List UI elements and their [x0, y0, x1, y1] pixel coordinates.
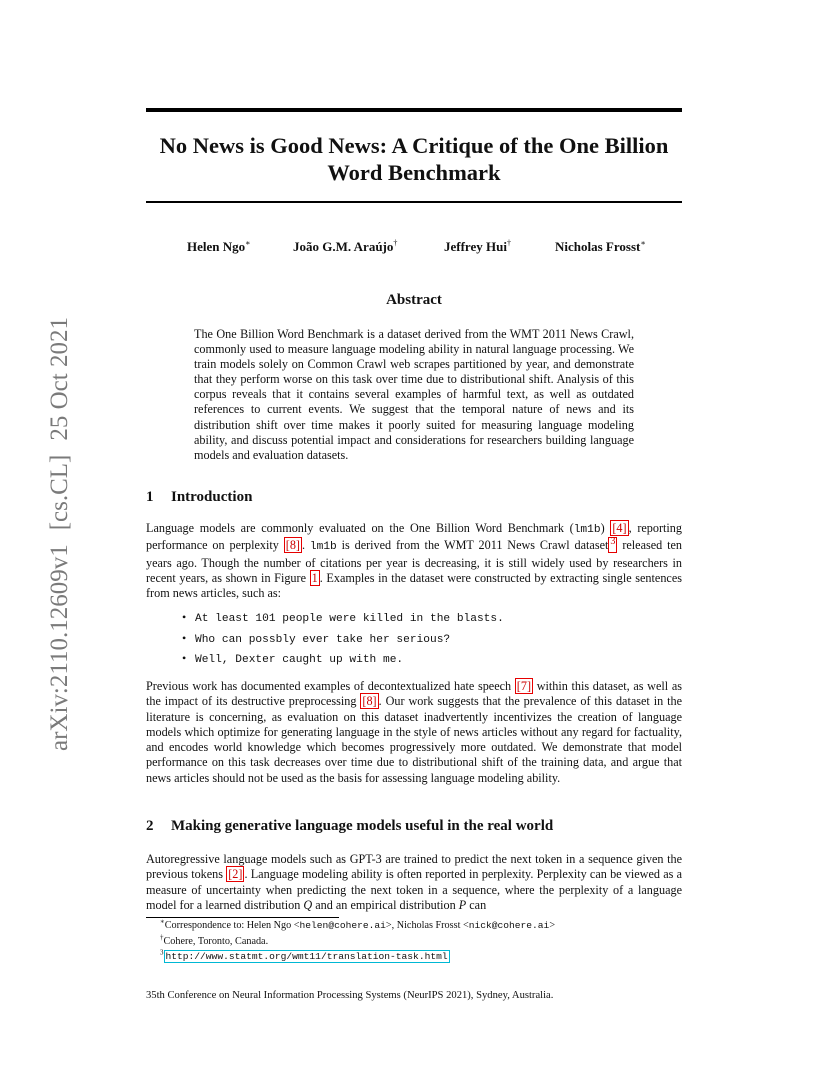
author-affil-mark: † — [506, 238, 511, 248]
math-symbol: Q — [303, 897, 313, 912]
section-2-heading — [146, 818, 553, 835]
author-name: João G.M. Araújo — [293, 239, 394, 254]
section-title: Introduction — [171, 489, 253, 505]
arxiv-sidebar-stamp — [46, 303, 74, 751]
citation-link[interactable]: [2] — [228, 867, 243, 882]
arxiv-date: 25 Oct 2021 — [46, 317, 73, 441]
author-4 — [555, 239, 646, 255]
section-2-paragraph-1: Autoregressive language models such as GPT-3 are trained to predict the next token in a sequence given the previous tokens [2] . Language modeling ability is often reported in perplexity. Perplexity can be viewed as a measure of uncertainty when predicting the next token in a sequence, where the perplexity of a language model for a learned distribution Q and an empirical distribution P can — [146, 852, 682, 912]
math-symbol: P — [458, 897, 467, 912]
code-lm1b: lm1b — [309, 541, 337, 554]
list-item: • Who can possbly ever take her serious? — [182, 630, 451, 646]
section-1-heading — [146, 489, 252, 506]
example-sentence-list — [182, 609, 504, 671]
footnote-url-link[interactable]: http://www.statmt.org/wmt11/translation-task.html — [165, 951, 448, 962]
title-bottom-rule — [146, 201, 682, 203]
code-lm1b: lm1b — [573, 524, 601, 536]
author-1 — [187, 239, 251, 255]
abstract-text: The One Billion Word Benchmark is a dataset derived from the WMT 2011 News Crawl, commonly used to measure language modeling ability in natural language processing. We train models solely on Common Crawl web scrapes partitioned by year, and demonstrate that they perform worse on this task over time due to distributional shift. Analysis of this corpus reveals that it contains several examples of harmful text, as well as outdated references to current events. We suggest that the temporal nature of news and its distribution shift over time makes it poorly suited for measuring language modeling ability, and discuss potential impact and considerations for researchers building language models and evaluation datasets. — [194, 327, 634, 462]
section-number: 2 — [146, 818, 154, 834]
footnote-2: †Cohere, Toronto, Canada. — [160, 933, 269, 947]
arxiv-category: [cs.CL] — [46, 454, 73, 531]
section-title: Making generative language models useful in the real world — [171, 818, 554, 834]
author-2 — [293, 239, 397, 255]
abstract-heading: Abstract — [386, 292, 442, 308]
email-helen: helen@cohere.ai — [299, 920, 386, 931]
venue-note: 35th Conference on Neural Information Processing Systems (NeurIPS 2021), Sydney, Australia. — [146, 990, 554, 1001]
figure-link[interactable]: 1 — [311, 570, 318, 585]
title-top-rule — [146, 108, 682, 112]
footnote-1: ∗Correspondence to: Helen Ngo <helen@cohere.ai>, Nicholas Frosst <nick@cohere.ai> — [160, 917, 556, 931]
author-name: Jeffrey Hui — [444, 239, 507, 254]
footnote-link[interactable]: 3 — [608, 537, 617, 553]
citation-link[interactable]: [8] — [362, 694, 377, 709]
citation-link[interactable]: [4] — [612, 521, 627, 535]
citation-link[interactable]: [8] — [285, 538, 300, 553]
arxiv-id: arXiv:2110.12609v1 — [46, 544, 73, 751]
author-affil-mark: ∗ — [640, 238, 646, 248]
footnote-rule — [146, 917, 339, 918]
list-item: • At least 101 people were killed in the blasts. — [182, 610, 504, 625]
author-affil-mark: ∗ — [245, 238, 251, 248]
intro-paragraph-1: Language models are commonly evaluated on the One Billion Word Benchmark (lm1b) [4] , reporting performance on perplexity [8] . lm1b is derived from the WMT 2011 News Crawl dataset $^3$ released ten years ago. Though the number of citations per year is decreasing, it is still widely used by researchers in recent years, as shown in Figure 1 . Examples in the dataset were constructed by extracting single sentences from news articles, such as: — [146, 521, 682, 601]
title-line-2: Word Benchmark — [327, 160, 501, 185]
paper-title — [146, 132, 682, 186]
citation-link[interactable]: [7] — [516, 679, 532, 693]
author-affil-mark: † — [393, 238, 398, 248]
author-name: Nicholas Frosst — [555, 239, 641, 254]
intro-paragraph-2: Previous work has documented examples of decontextualized hate speech [7] within this dataset, as well as the impact of its destructive preprocessing [8] . Our work suggests that the prevalence of this dataset in the literature is concerning, as evaluation on this dataset inadvertently incentivizes the creation of language models which optimize for generating language in the style of news articles without any regard for factuality, and encodes world knowledge which becomes progressively more outdated. We demonstrate that model performance on this task decreases over time due to distributional shift of the training data, and argue that news articles should not be used as the basis for assessing language modeling ability. — [146, 679, 682, 785]
section-number: 1 — [146, 489, 154, 505]
footnote-3: $^3$ http://www.statmt.org/wmt11/translation-task.html — [160, 948, 448, 962]
author-3 — [444, 239, 511, 255]
title-line-1: No News is Good News: A Critique of the One Billion — [159, 133, 669, 158]
author-name: Helen Ngo — [187, 239, 246, 254]
email-nick: nick@cohere.ai — [468, 920, 550, 931]
list-item: • Well, Dexter caught up with me. — [182, 651, 404, 666]
